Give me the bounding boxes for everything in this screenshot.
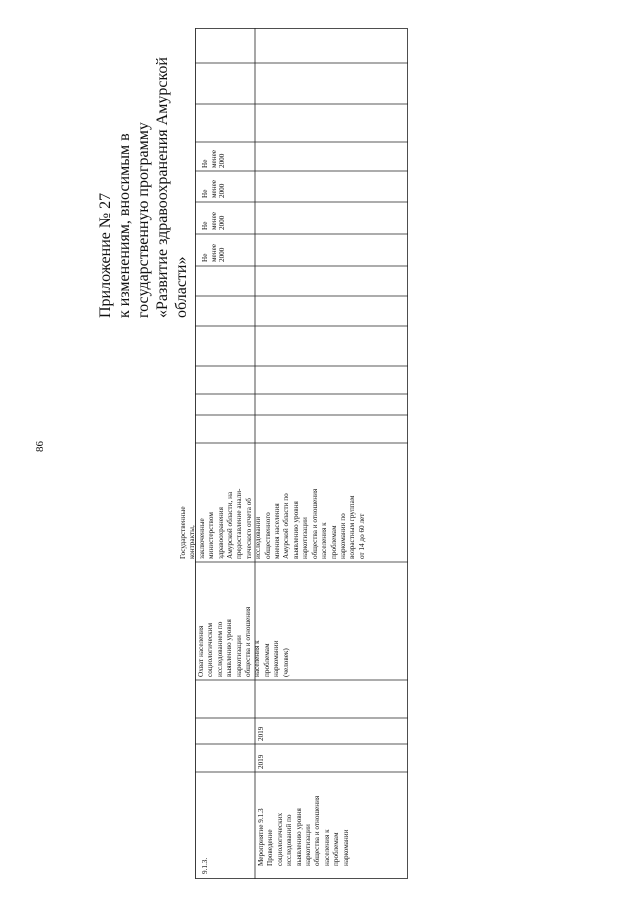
appendix-line-4: «Развитие здравоохранения Амурской <box>154 57 171 318</box>
result-line: предоставление анали- <box>235 488 244 559</box>
indicator-cell <box>197 607 291 677</box>
appendix-heading <box>96 28 191 318</box>
target-cell <box>201 150 227 168</box>
result-line: контракты, <box>188 525 197 559</box>
result-line: мнения населения <box>273 503 282 559</box>
target-line: Не <box>201 253 209 262</box>
year-end: 2019 <box>257 726 265 741</box>
result-line: населения к <box>320 522 329 559</box>
row-code-text: 9.1.3. <box>201 857 209 874</box>
target-cell <box>201 212 227 230</box>
activity-line: исследований по <box>285 814 294 866</box>
result-cell <box>179 489 367 559</box>
result-line: общественного <box>263 512 272 559</box>
result-line: исследовании <box>254 516 263 559</box>
target-cell <box>201 244 227 262</box>
target-line: 2000 <box>218 215 227 230</box>
target-cell <box>201 180 227 198</box>
activity-line: наркомании <box>341 829 350 866</box>
target-line: менее <box>209 244 218 262</box>
activity-line: выявлению уровня <box>294 808 303 866</box>
row-code <box>201 858 210 874</box>
activity-line: наркотизации <box>304 824 313 866</box>
year-end-cell <box>257 727 266 741</box>
result-line: Амурской области, на <box>226 491 235 559</box>
indicator-line: Охват населения <box>197 625 205 677</box>
result-line: заключенные <box>197 518 206 559</box>
result-line: общества и отношения <box>310 488 319 559</box>
result-line: выявлению уровня <box>291 501 300 559</box>
target-line: 2000 <box>218 153 227 168</box>
activity-line: общества и отношения <box>313 795 322 866</box>
activity-line: социологических <box>275 812 284 866</box>
result-line: наркомании по <box>338 513 347 559</box>
activity-line: населения к <box>322 829 331 866</box>
indicator-line: общества и отношения <box>244 606 253 677</box>
indicator-line: наркотизации <box>234 635 243 677</box>
year-start-cell <box>257 755 266 769</box>
appendix-line-5: области» <box>173 256 190 318</box>
target-line: Не <box>201 159 209 168</box>
indicator-line: населения к <box>253 640 262 677</box>
table-grid <box>195 28 408 879</box>
target-line: Не <box>201 189 209 198</box>
activity-line: проблемам <box>332 832 341 866</box>
result-line: здравоохранения <box>216 507 225 559</box>
indicator-line: проблемам <box>262 643 271 677</box>
result-line: возрастным группам <box>348 495 357 559</box>
indicator-line: выявлению уровня <box>225 619 234 677</box>
target-line: Не <box>201 221 209 230</box>
target-line: 2000 <box>218 247 227 262</box>
appendix-line-1: Приложение № 27 <box>97 192 114 318</box>
activity-line: Мероприятие 9.1.3 <box>257 808 265 866</box>
indicator-line: социологическим <box>206 622 215 677</box>
result-line: наркотизации <box>301 517 310 559</box>
year-start: 2019 <box>257 754 265 769</box>
result-line: от 14 до 60 лет <box>357 513 366 559</box>
appendix-line-3: государственную программу <box>135 122 152 318</box>
result-line: Государственные <box>179 506 187 559</box>
indicator-line: исследованием по <box>215 621 224 677</box>
target-line: менее <box>209 180 218 198</box>
result-line: тического отчета об <box>244 498 253 559</box>
appendix-line-2: к изменениям, вносимым в <box>116 133 133 318</box>
target-line: менее <box>209 212 218 230</box>
activity-cell <box>257 796 351 866</box>
result-line: министерством <box>207 512 216 559</box>
result-line: Амурской области по <box>282 493 291 559</box>
indicator-line: наркомании <box>272 640 281 677</box>
program-table <box>179 28 408 879</box>
indicator-line: (человек) <box>281 648 290 677</box>
page-number: 86 <box>34 441 46 452</box>
target-line: менее <box>209 150 218 168</box>
target-line: 2000 <box>218 183 227 198</box>
result-line: проблемам <box>329 525 338 559</box>
activity-line: Проведение <box>266 829 275 866</box>
